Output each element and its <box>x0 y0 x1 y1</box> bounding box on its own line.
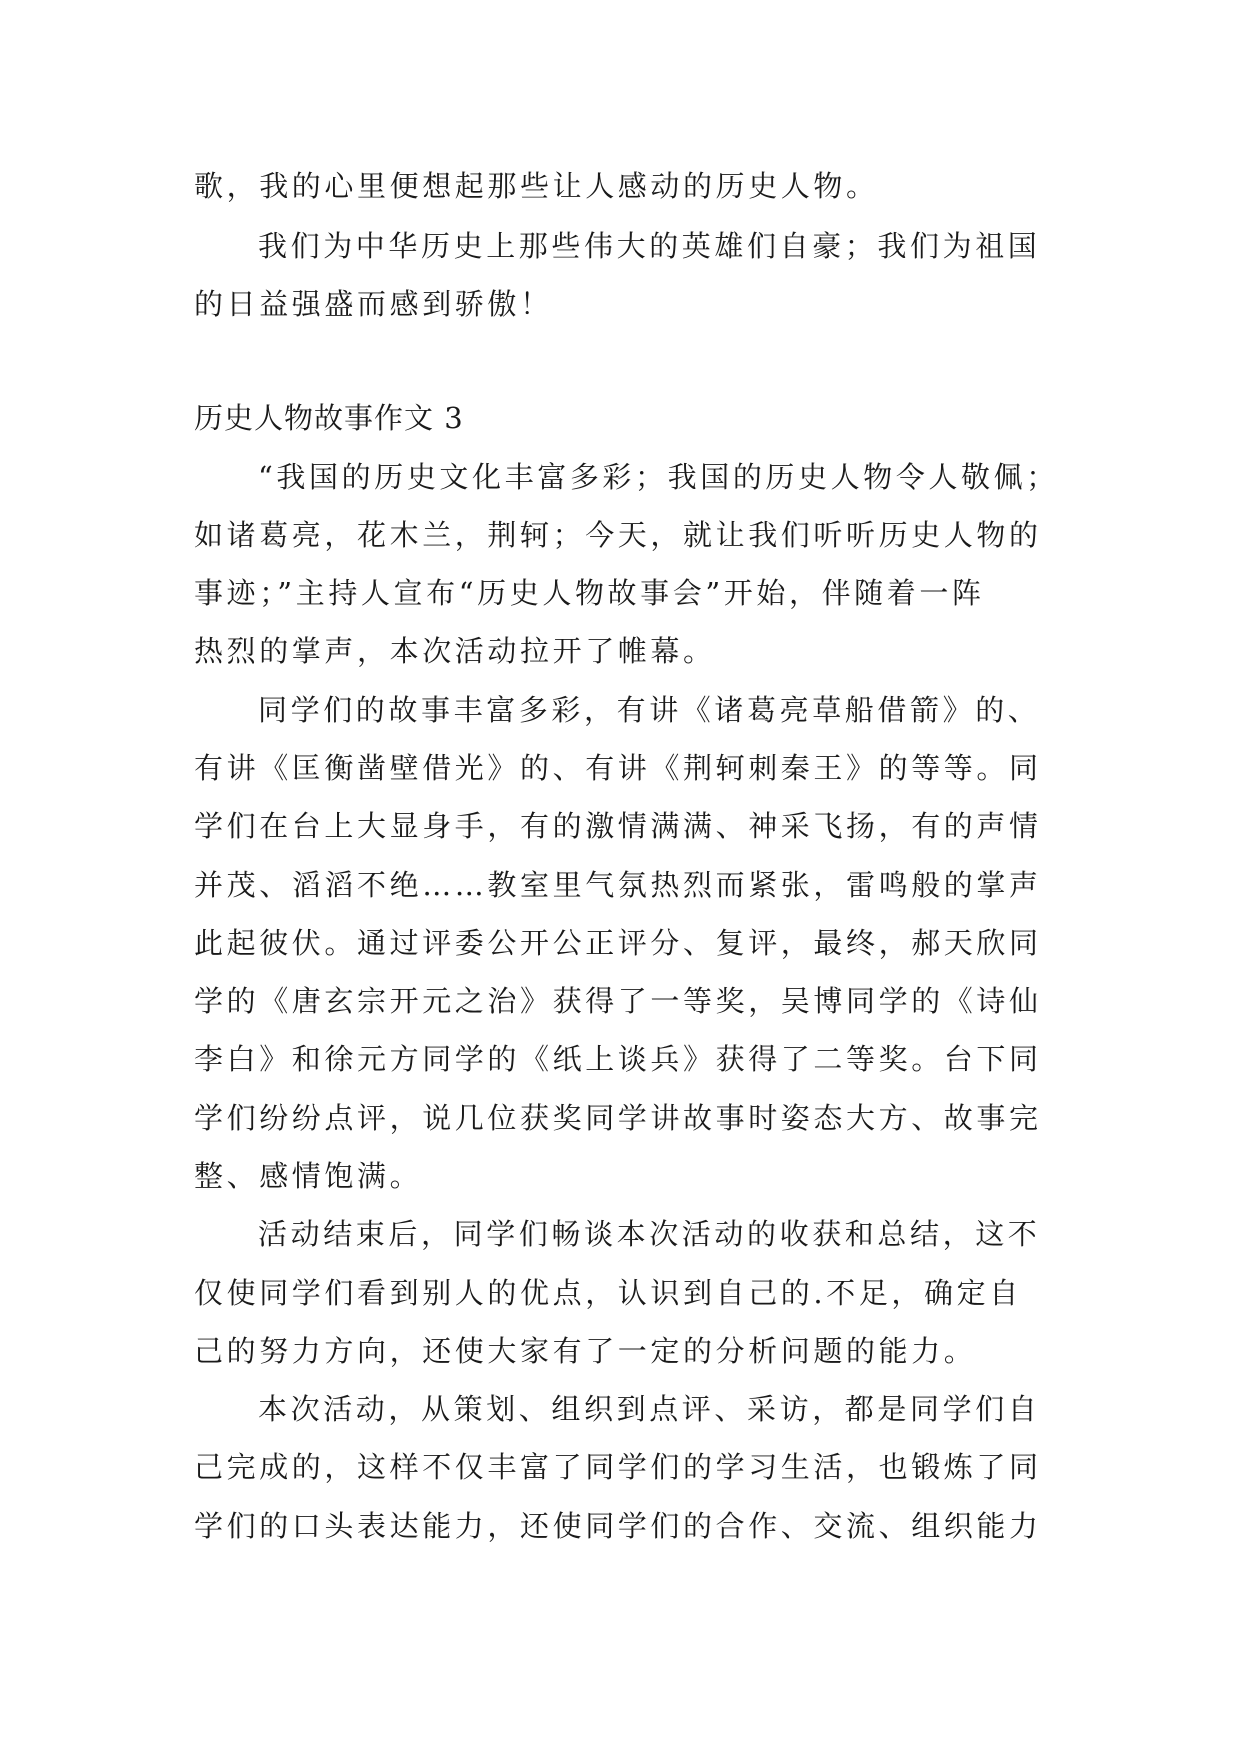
text-line: 此起彼伏。通过评委公开公正评分、复评，最终，郝天欣同 <box>194 926 1042 960</box>
text-line: 己的努力方向，还使大家有了一定的分析问题的能力。 <box>194 1334 977 1368</box>
text-line: 学们的口头表达能力，还使同学们的合作、交流、组织能力 <box>194 1509 1042 1543</box>
text-line: 同学们的故事丰富多彩，有讲《诸葛亮草船借箭》的、 <box>258 693 1041 727</box>
text-line: 李白》和徐元方同学的《纸上谈兵》获得了二等奖。台下同 <box>194 1042 1042 1076</box>
text-line: 事迹；”主持人宣布“历史人物故事会”开始，伴随着一阵 <box>194 576 985 610</box>
text-line: 己完成的，这样不仅丰富了同学们的学习生活，也锻炼了同 <box>194 1450 1042 1484</box>
text-line: 如诸葛亮，花木兰，荆轲；今天，就让我们听听历史人物的 <box>194 518 1042 552</box>
text-line: 有讲《匡衡凿壁借光》的、有讲《荆轲刺秦王》的等等。同 <box>194 751 1042 785</box>
section-heading: 历史人物故事作文 3 <box>194 401 464 435</box>
text-line: 热烈的掌声，本次活动拉开了帷幕。 <box>194 634 716 668</box>
text-line: 歌，我的心里便想起那些让人感动的历史人物。 <box>194 169 879 203</box>
text-line: 仅使同学们看到别人的优点，认识到自己的.不足，确定自 <box>194 1276 1022 1310</box>
text-line: 的日益强盛而感到骄傲！ <box>194 287 553 321</box>
text-line: 学们纷纷点评，说几位获奖同学讲故事时姿态大方、故事完 <box>194 1101 1042 1135</box>
text-line: 本次活动，从策划、组织到点评、采访，都是同学们自 <box>258 1392 1041 1426</box>
text-line: 活动结束后，同学们畅谈本次活动的收获和总结，这不 <box>258 1217 1041 1251</box>
text-line: 整、感情饱满。 <box>194 1159 423 1193</box>
text-line: 学的《唐玄宗开元之治》获得了一等奖，吴博同学的《诗仙 <box>194 984 1042 1018</box>
text-line: 我们为中华历史上那些伟大的英雄们自豪；我们为祖国 <box>258 229 1041 263</box>
text-line: 并茂、滔滔不绝……教室里气氛热烈而紧张，雷鸣般的掌声 <box>194 868 1042 902</box>
text-line: 学们在台上大显身手，有的激情满满、神采飞扬，有的声情 <box>194 809 1042 843</box>
text-line: “我国的历史文化丰富多彩；我国的历史人物令人敬佩； <box>258 460 1059 494</box>
